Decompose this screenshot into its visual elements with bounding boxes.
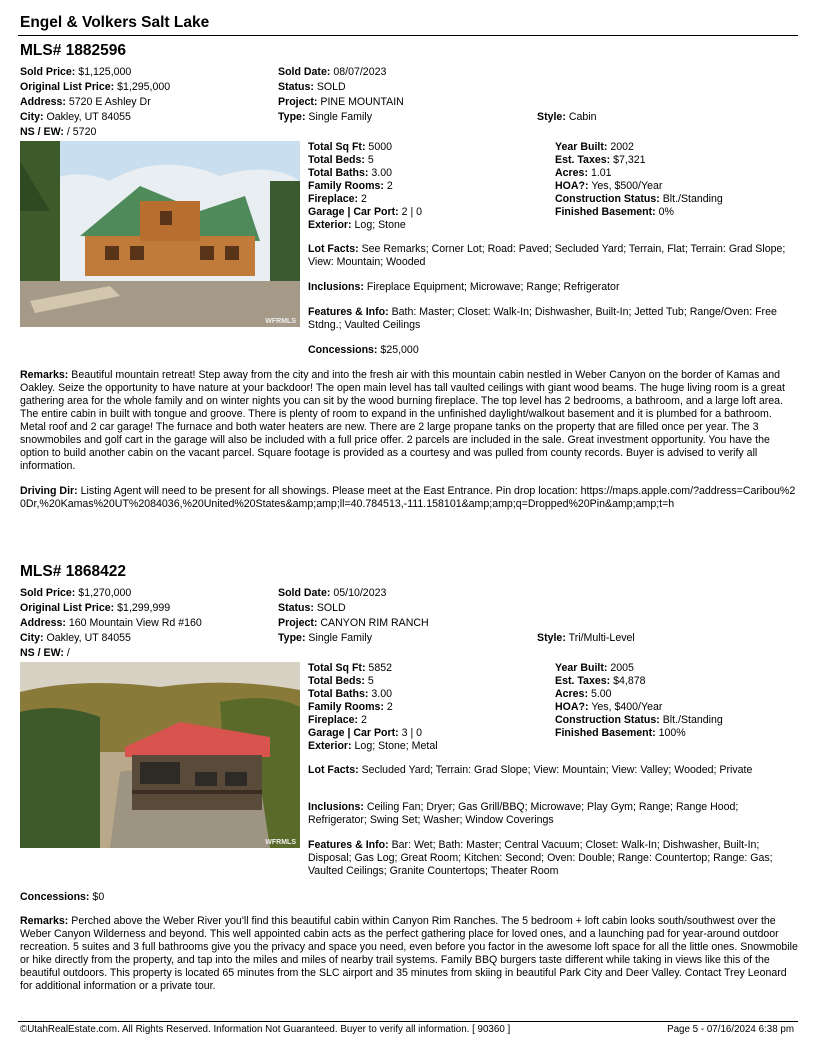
- footer-page-info: Page 5 - 07/16/2024 6:38 pm: [667, 1024, 794, 1035]
- inclusions: Inclusions: Fireplace Equipment; Microwave; Range; Refrigerator: [308, 281, 620, 293]
- construction-status: Construction Status: Blt./Standing: [555, 193, 723, 205]
- est-taxes: Est. Taxes: $7,321: [555, 154, 646, 166]
- city: City: Oakley, UT 84055: [20, 111, 131, 123]
- sold-price: Sold Price: $1,270,000: [20, 587, 132, 599]
- style: Style: Cabin: [537, 111, 597, 123]
- sold-price: Sold Price: $1,125,000: [20, 66, 132, 78]
- status: Status: SOLD: [278, 81, 346, 93]
- photo-watermark: WFRMLS: [265, 839, 296, 846]
- total-baths: Total Baths: 3.00: [308, 688, 393, 700]
- year-built: Year Built: 2002: [555, 141, 634, 153]
- total-beds: Total Beds: 5: [308, 154, 374, 166]
- family-rooms: Family Rooms: 2: [308, 701, 393, 713]
- remarks: Remarks: Perched above the Weber River you'll find this beautiful cabin within Canyon Rim Ranches. The 5 bedroom + loft cabin looks south/southwest over the Weber Canyon Wilderness and beyond. This well appointed cabin acts as the perfect gathering place for loved ones, and a launching pad for year-around outdoor recreation. 5 suites and 3 full bathrooms give you the privacy and space you need, even before you factor in the awesome loft space for all the little ones. Snowmobile or hike directly from the property, and tap into the miles and miles of nearby trail systems. Family BBQ burgers taste different while taking in views like this of the beautiful outdoors. This property is located 65 minutes from the SLC airport and 35 minutes from skiing in beautiful Park City and Deer Valley. Contact Trey Leonard for additional information or a private tour.: [20, 915, 798, 992]
- original-list-price: Original List Price: $1,299,999: [20, 602, 171, 614]
- acres: Acres: 1.01: [555, 167, 612, 179]
- total-baths: Total Baths: 3.00: [308, 167, 393, 179]
- project: Project: CANYON RIM RANCH: [278, 617, 429, 629]
- header-divider: [18, 35, 798, 36]
- exterior: Exterior: Log; Stone: [308, 219, 406, 231]
- brokerage-title: Engel & Volkers Salt Lake: [20, 14, 210, 31]
- year-built: Year Built: 2005: [555, 662, 634, 674]
- est-taxes: Est. Taxes: $4,878: [555, 675, 646, 687]
- address: Address: 160 Mountain View Rd #160: [20, 617, 202, 629]
- total-beds: Total Beds: 5: [308, 675, 374, 687]
- original-list-price: Original List Price: $1,295,000: [20, 81, 171, 93]
- inclusions: Inclusions: Ceiling Fan; Dryer; Gas Grill/BBQ; Microwave; Play Gym; Range; Range Hood; Refrigerator; Swing Set; Washer; Window Coverings: [308, 801, 739, 826]
- concessions: Concessions: $0: [20, 891, 105, 903]
- concessions: Concessions: $25,000: [308, 344, 419, 356]
- style: Style: Tri/Multi-Level: [537, 632, 635, 644]
- hoa: HOA?: Yes, $500/Year: [555, 180, 663, 192]
- ns-ew: NS / EW: / 5720: [20, 126, 97, 138]
- finished-basement: Finished Basement: 100%: [555, 727, 686, 739]
- total-sq-ft: Total Sq Ft: 5000: [308, 141, 392, 153]
- sold-date: Sold Date: 05/10/2023: [278, 587, 387, 599]
- address: Address: 5720 E Ashley Dr: [20, 96, 151, 108]
- garage-carport: Garage | Car Port: 2 | 0: [308, 206, 423, 218]
- footer-copyright: ©UtahRealEstate.com. All Rights Reserved. Information Not Guaranteed. Buyer to verify all information. [ 90360 ]: [20, 1024, 511, 1035]
- finished-basement: Finished Basement: 0%: [555, 206, 674, 218]
- cabin-photo-icon: [20, 141, 300, 327]
- remarks: Remarks: Beautiful mountain retreat! Step away from the city and into the fresh air with this mountain cabin nestled in Weber Canyon on the border of Kamas and Oakley. Seize the opportunity to have nature at your backdoor! The open main level has tall vaulted ceilings with giant wood beams. The huge living room is a great gathering area for the whole family and on winter nights you can sit by the wood burning fireplace. The top level has 2 bedrooms, a bathroom, and a large loft area. The entire cabin in built with tongue and groove. There is plenty of room to expand in the unfinished daylight/walkout basement and it is plumbed for a bathroom. Metal roof and 2 car garage! The furnace and both water heaters are new. There are 2 large propane tanks on the property that are filled once per year. The 3 snowmobiles and golf cart in the garage will also be included with a full price offer. 2 parcels are included in the sale. Great investment opportunity. You have the option to build another cabin on the vacant parcel. Square footage is provided as a courtesy and was pulled from county records. Buyer is advised to verify all information.: [20, 369, 785, 472]
- mls-number[interactable]: MLS# 1868422: [20, 563, 126, 580]
- status: Status: SOLD: [278, 602, 346, 614]
- ns-ew: NS / EW: /: [20, 647, 70, 659]
- construction-status: Construction Status: Blt./Standing: [555, 714, 723, 726]
- fireplace: Fireplace: 2: [308, 193, 367, 205]
- lot-facts: Lot Facts: Secluded Yard; Terrain: Grad Slope; View: Mountain; View: Valley; Wooded; Private: [308, 764, 753, 776]
- mls-number[interactable]: MLS# 1882596: [20, 42, 126, 59]
- features-info: Features & Info: Bar: Wet; Bath: Master; Central Vacuum; Closet: Walk-In; Dishwasher, Built-In; Disposal; Gas Log; Great Room; Kitchen: Second; Oven: Double; Range: Countertop; Range: Gas; Vaulted Ceilings; Granite Countertops; Theater Room: [308, 839, 773, 877]
- lot-facts: Lot Facts: See Remarks; Corner Lot; Road: Paved; Secluded Yard; Terrain, Flat; Terrain: Grad Slope; View: Mountain; Wooded: [308, 243, 786, 268]
- cabin-photo-icon: [20, 662, 300, 848]
- family-rooms: Family Rooms: 2: [308, 180, 393, 192]
- type: Type: Single Family: [278, 111, 373, 123]
- sold-date: Sold Date: 08/07/2023: [278, 66, 387, 78]
- features-info: Features & Info: Bath: Master; Closet: Walk-In; Dishwasher, Built-In; Jetted Tub; Range/Oven: Free Stdng.; Vaulted Ceilings: [308, 306, 777, 331]
- fireplace: Fireplace: 2: [308, 714, 367, 726]
- garage-carport: Garage | Car Port: 3 | 0: [308, 727, 423, 739]
- hoa: HOA?: Yes, $400/Year: [555, 701, 663, 713]
- type: Type: Single Family: [278, 632, 373, 644]
- property-photo[interactable]: [20, 141, 300, 327]
- project: Project: PINE MOUNTAIN: [278, 96, 404, 108]
- footer-divider: [18, 1021, 798, 1022]
- photo-watermark: WFRMLS: [265, 318, 296, 325]
- exterior: Exterior: Log; Stone; Metal: [308, 740, 438, 752]
- acres: Acres: 5.00: [555, 688, 612, 700]
- driving-directions: Driving Dir: Listing Agent will need to be present for all showings. Please meet at the East Entrance. Pin drop location: https://maps.apple.com/?address=Caribou%20Dr,%20Kamas%20UT%2084036,%20United%20States&amp;amp;ll=40.784513,-111.158101&amp;amp;q=Dropped%20Pin&amp;amp;t=h: [20, 485, 796, 510]
- property-photo[interactable]: [20, 662, 300, 848]
- city: City: Oakley, UT 84055: [20, 632, 131, 644]
- total-sq-ft: Total Sq Ft: 5852: [308, 662, 392, 674]
